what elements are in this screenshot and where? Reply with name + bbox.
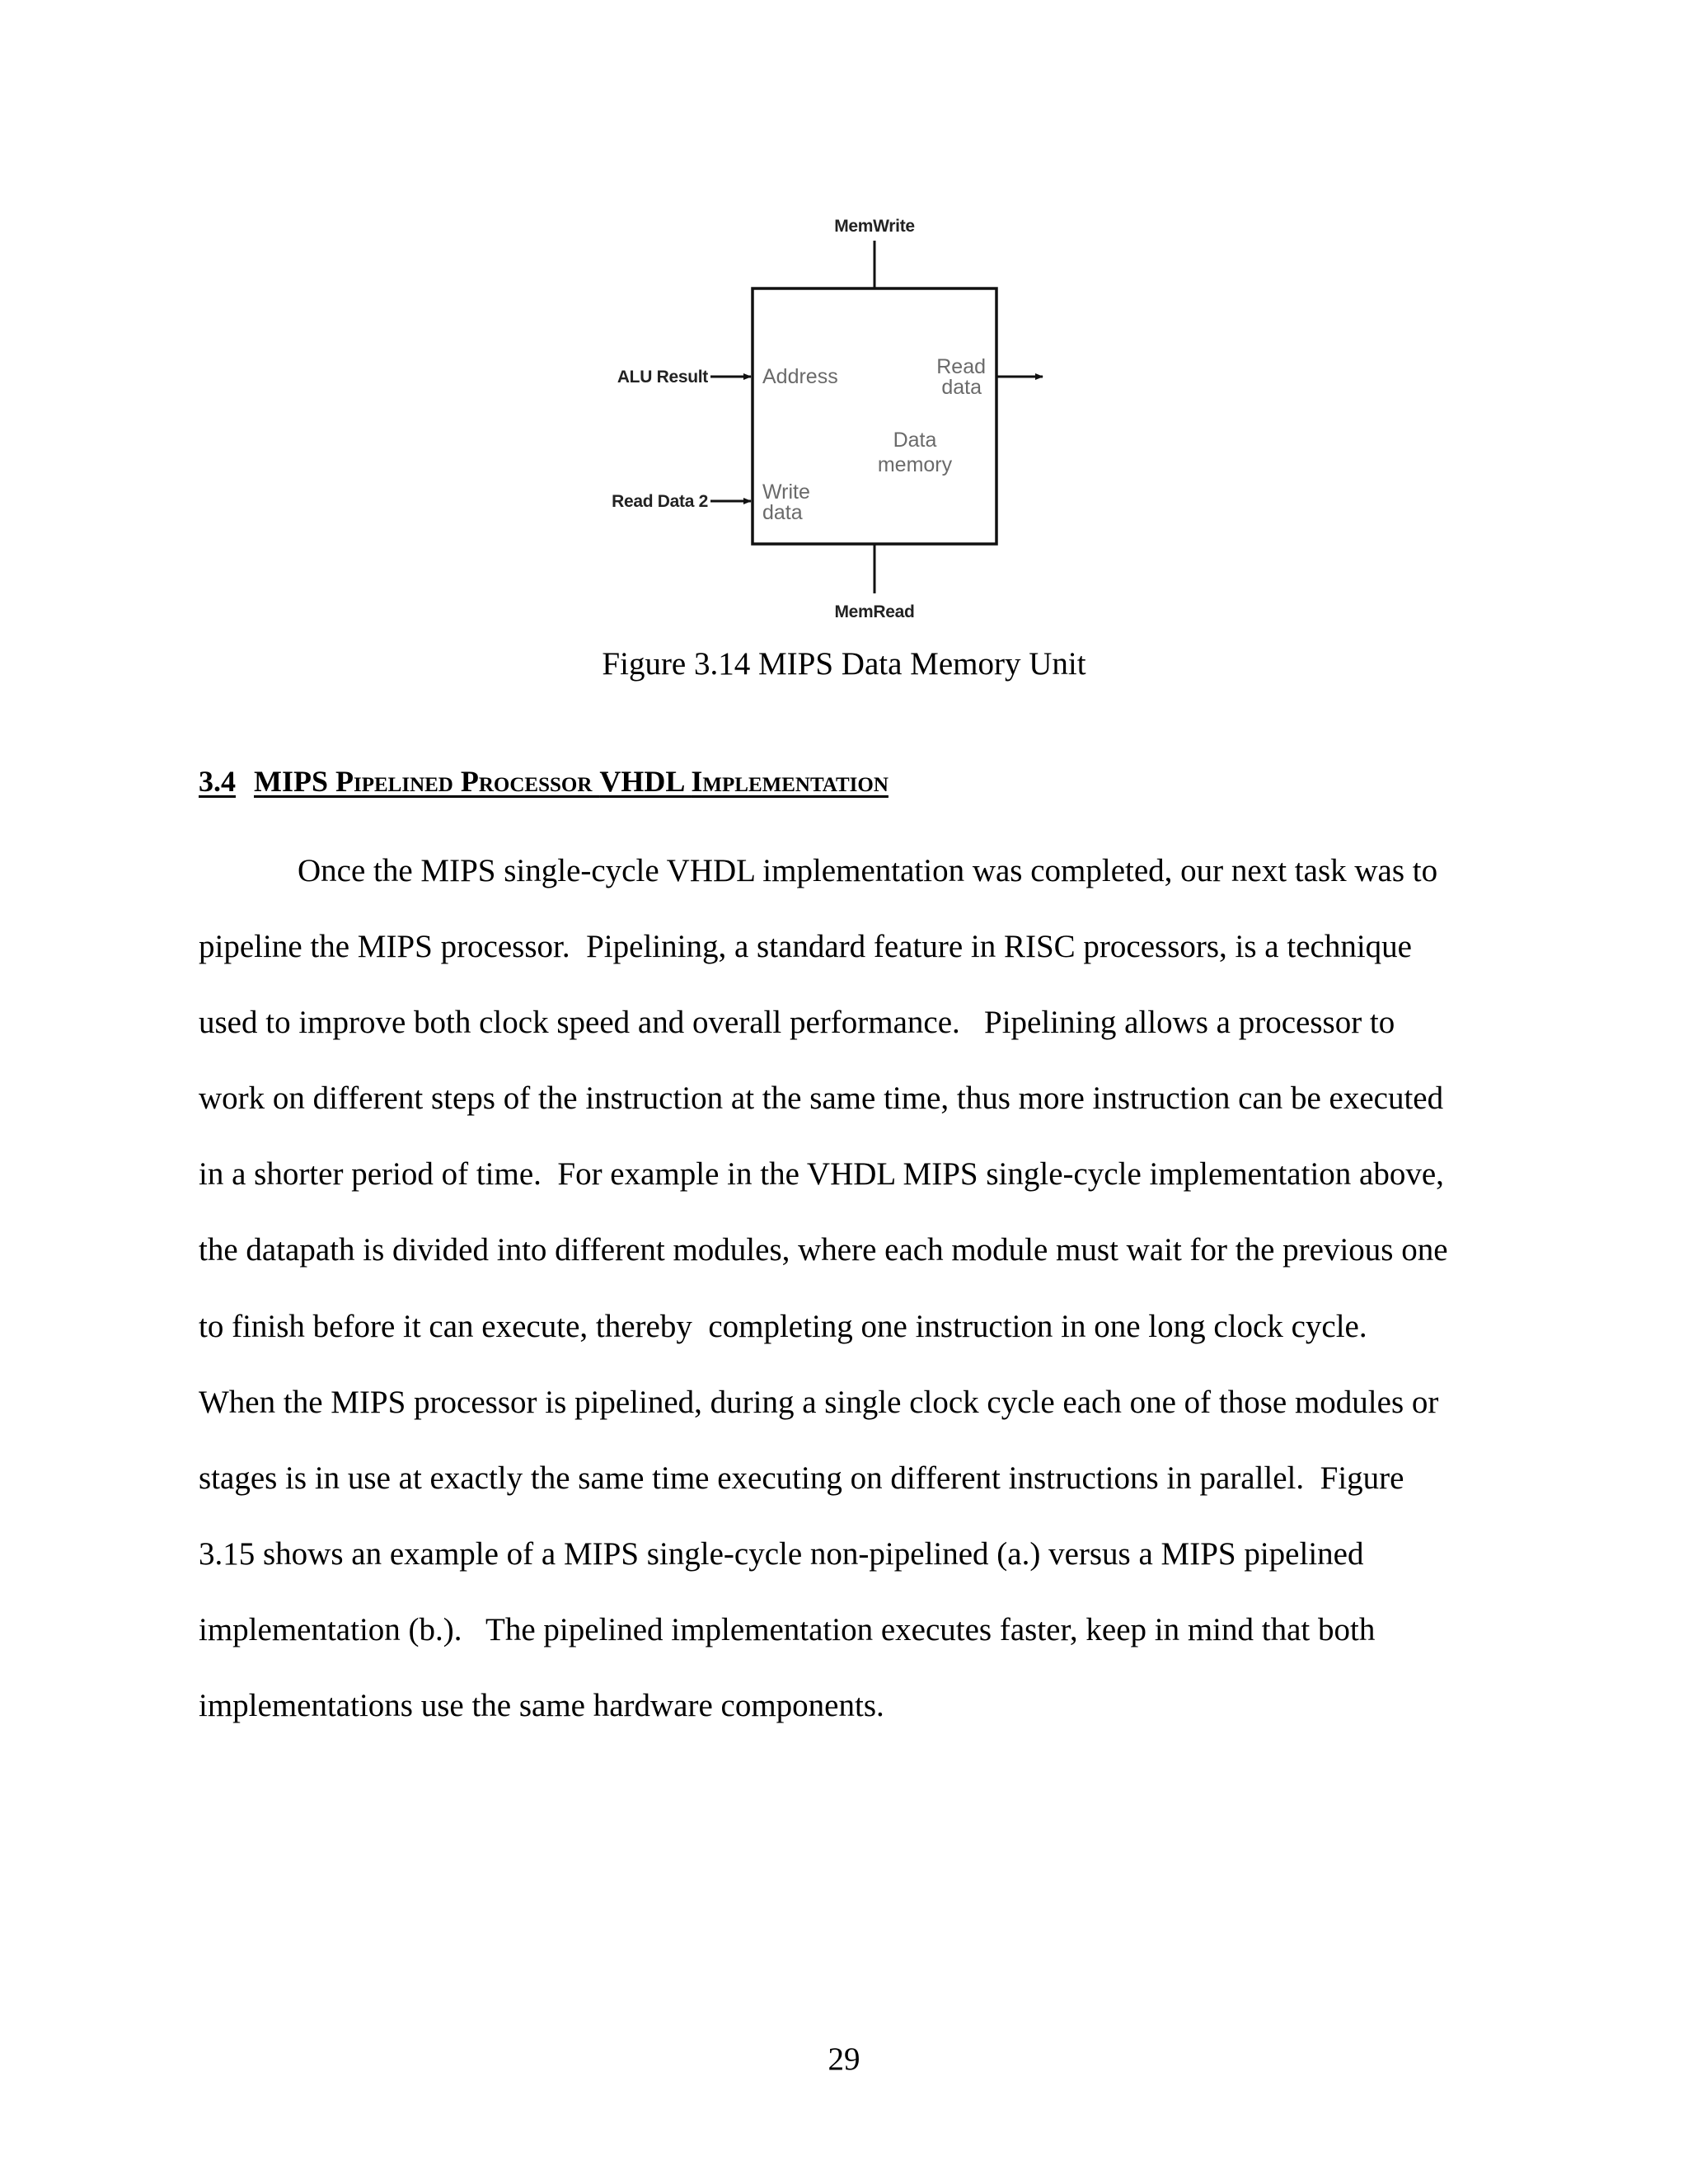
section-title-part: Implementation (691, 765, 889, 798)
read-data-port-label-line2: data (941, 376, 982, 399)
alu-result-label: ALU Result (617, 368, 708, 387)
read-data-port-label-line1: Read (936, 355, 986, 378)
paragraph-line: stages is in use at exactly the same time executing on different instructions in parallel. Figure (199, 1460, 1404, 1496)
body-paragraph (199, 833, 1517, 1744)
section-title-part: VHDL (599, 765, 692, 798)
paragraph-line: work on different steps of the instruction at the same time, thus more instruction can be executed (199, 1080, 1444, 1117)
paragraph-line: When the MIPS processor is pipelined, during a single clock cycle each one of those modules or (199, 1384, 1439, 1420)
paragraph-line: used to improve both clock speed and overall performance. Pipelining allows a processor to (199, 1005, 1395, 1041)
section-heading (199, 762, 889, 800)
paragraph-line: in a shorter period of time. For example in the VHDL MIPS single-cycle implementation above, (199, 1156, 1444, 1193)
section-title-part: MIPS (254, 765, 335, 798)
section-title (254, 765, 889, 798)
write-data-port-label-line1: Write (762, 480, 810, 504)
section-number: 3.4 (199, 765, 236, 798)
memread-label: MemRead (834, 602, 915, 621)
paragraph-line: implementation (b.). The pipelined implementation executes faster, keep in mind that both (199, 1611, 1376, 1647)
paragraph-line: implementations use the same hardware components. (199, 1688, 884, 1724)
paragraph-line: pipeline the MIPS processor. Pipelining, a standard feature in RISC processors, is a technique (199, 929, 1412, 965)
data-memory-diagram (577, 206, 1154, 635)
paragraph-line: the datapath is divided into different modules, where each module must wait for the previous one (199, 1232, 1448, 1268)
paragraph-line: to finish before it can execute, thereby completing one instruction in one long clock cycle. (199, 1308, 1367, 1344)
write-data-port-label-line2: data (762, 501, 803, 524)
unit-name-line2: memory (877, 453, 953, 476)
paragraph-line: Once the MIPS single-cycle VHDL implementation was completed, our next task was to (298, 853, 1438, 888)
figure-caption: Figure 3.14 MIPS Data Memory Unit (602, 646, 1086, 682)
paragraph-line: 3.15 shows an example of a MIPS single-cycle non-pipelined (a.) versus a MIPS pipelined (199, 1535, 1364, 1572)
section-title-part: Pipelined Processor (335, 765, 600, 798)
memwrite-label: MemWrite (834, 217, 915, 236)
data-memory-figure (577, 206, 1154, 635)
page-number: 29 (828, 2041, 860, 2077)
read-data-2-label: Read Data 2 (612, 492, 708, 511)
address-port-label: Address (762, 365, 838, 388)
unit-name-line1: Data (893, 429, 937, 452)
